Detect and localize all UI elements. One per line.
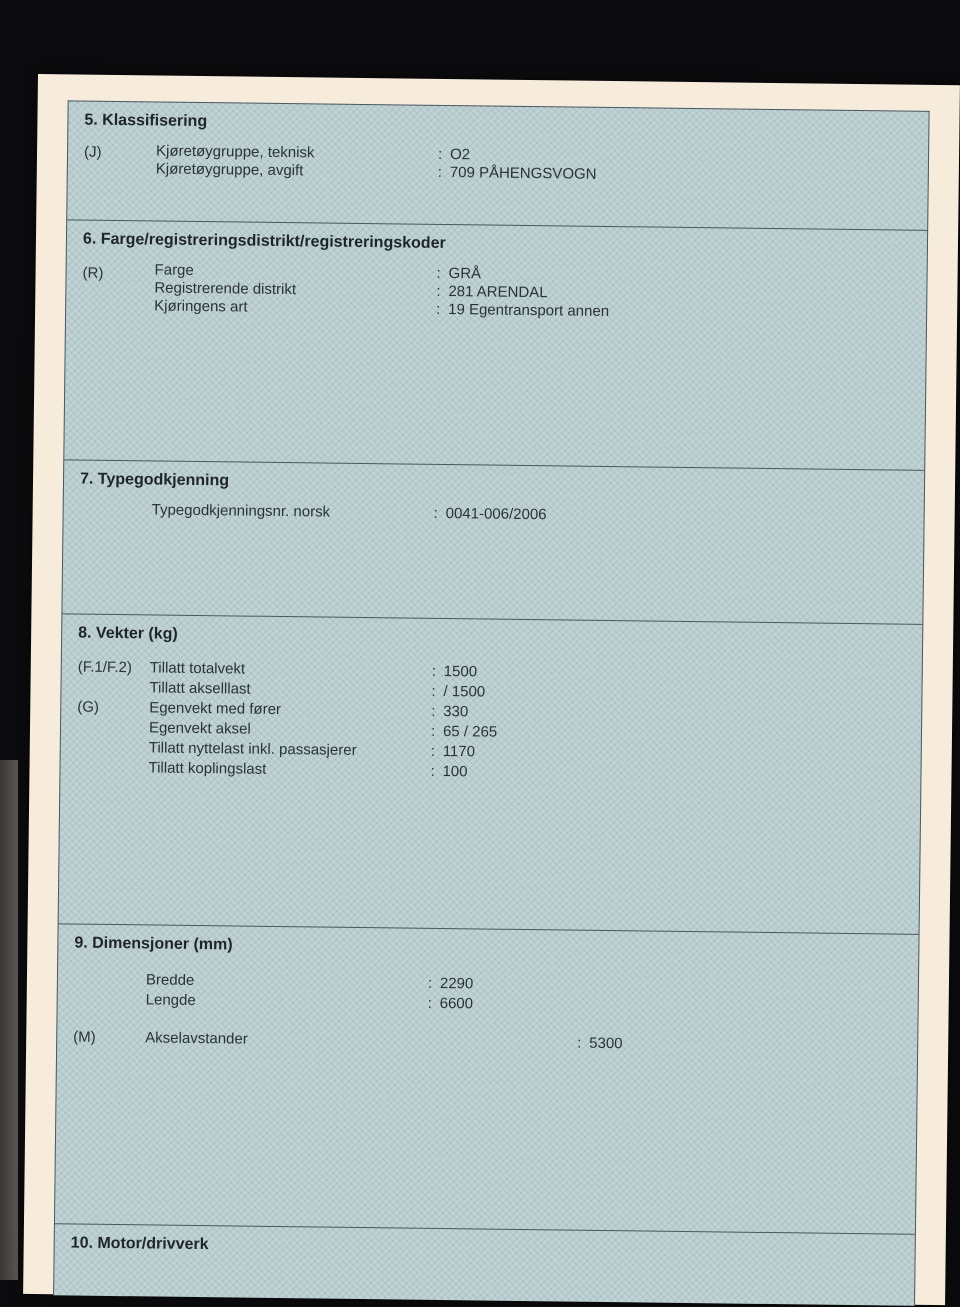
section-title: 9. Dimensjoner (mm): [74, 934, 233, 954]
field-separator: :: [437, 145, 443, 163]
field-label: Kjøretøygruppe, teknisk: [155, 142, 315, 162]
field-label: Farge: [154, 261, 194, 279]
field-separator: :: [430, 742, 436, 760]
field-label: Tillatt koplingslast: [148, 759, 267, 778]
field-value: 19 Egentransport annen: [448, 301, 610, 320]
section-typegodkjenning: [62, 459, 924, 624]
field-value: 100: [442, 762, 468, 781]
field-value: GRÅ: [448, 265, 482, 283]
section-farge: [64, 219, 927, 470]
field-value: 5300: [589, 1034, 623, 1053]
field-separator: :: [427, 994, 432, 1012]
field-separator: :: [430, 722, 436, 740]
field-code: (J): [83, 143, 102, 161]
field-label: Typegodkjenningsnr. norsk: [151, 501, 331, 521]
table-edge: [0, 760, 18, 1280]
section-title: 10. Motor/drivverk: [70, 1234, 209, 1254]
field-separator: :: [431, 702, 436, 720]
section-vekter: [59, 613, 923, 934]
field-label: Egenvekt med fører: [149, 699, 282, 719]
field-separator: :: [427, 974, 433, 992]
field-separator: :: [437, 163, 443, 181]
field-code: (R): [82, 264, 104, 282]
field-value: 1500: [443, 663, 478, 681]
field-code: (F.1/F.2): [77, 658, 133, 677]
field-label: Tillatt totalvekt: [149, 659, 246, 678]
field-separator: :: [436, 300, 441, 318]
field-value: 709 PÅHENGSVOGN: [449, 164, 597, 183]
field-value: 330: [443, 702, 469, 721]
field-separator: :: [431, 682, 436, 700]
field-value: 1170: [442, 742, 476, 761]
field-value: 65 / 265: [442, 722, 498, 741]
field-label: Akselavstander: [145, 1029, 248, 1048]
form-body: [53, 100, 930, 1305]
field-separator: :: [430, 762, 435, 780]
field-value: 2290: [439, 974, 474, 993]
field-label: Bredde: [145, 971, 195, 989]
registration-document: [23, 74, 960, 1305]
field-label: Lengde: [145, 991, 196, 1009]
section-title: 7. Typegodkjenning: [79, 470, 230, 490]
section-motor: [54, 1223, 915, 1307]
field-value: / 1500: [443, 683, 486, 701]
field-separator: :: [436, 282, 441, 300]
section-title: 8. Vekter (kg): [78, 624, 178, 643]
section-title: 6. Farge/registreringsdistrikt/registreringskoder: [82, 230, 446, 252]
field-value: 281 ARENDAL: [448, 283, 548, 302]
section-title: 5. Klassifisering: [84, 111, 208, 131]
section-klassifisering: [67, 101, 928, 229]
field-label: Tillatt akselllast: [149, 679, 251, 698]
field-code: (M): [73, 1028, 96, 1046]
field-label: Kjøringens art: [154, 297, 248, 316]
field-separator: :: [577, 1034, 582, 1052]
field-separator: :: [436, 264, 441, 282]
field-separator: :: [433, 504, 438, 522]
field-label: Tillatt nyttelast inkl. passasjerer: [148, 739, 357, 759]
field-code: (G): [77, 698, 100, 716]
field-separator: :: [431, 662, 437, 680]
field-value: 6600: [439, 994, 474, 1013]
field-label: Kjøretøygruppe, avgift: [155, 160, 304, 180]
field-label: Registrerende distrikt: [154, 279, 297, 299]
field-label: Egenvekt aksel: [148, 719, 251, 738]
field-value: O2: [449, 146, 471, 164]
field-value: 0041-006/2006: [445, 505, 547, 524]
section-dimensjoner: [55, 923, 919, 1234]
